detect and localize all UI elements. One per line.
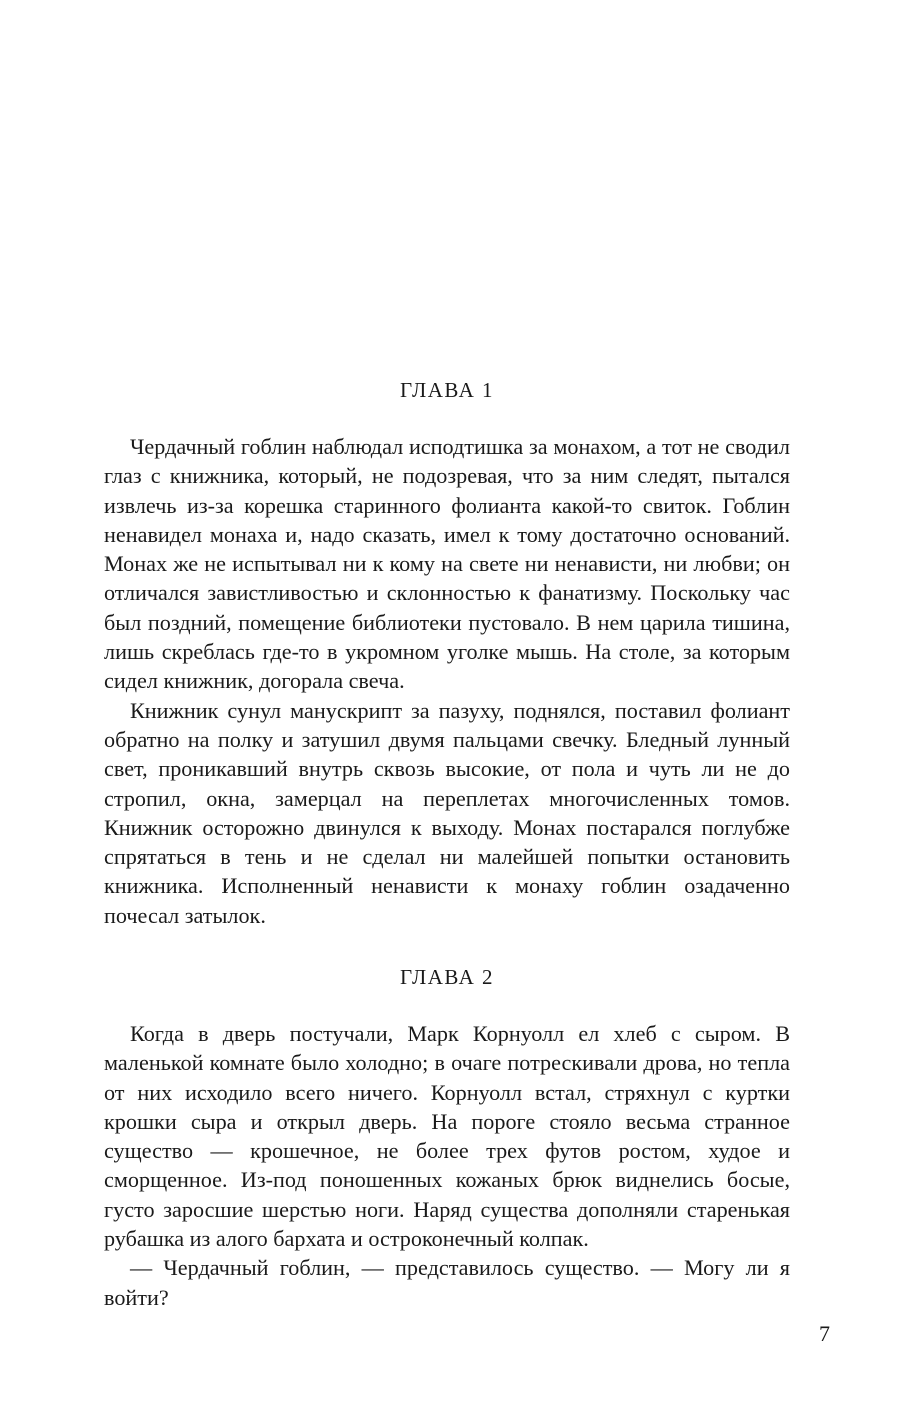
paragraph: Чердачный гоблин наблюдал исподтишка за монахом, а тот не сводил глаз с книжника, который, не подозревая, что за ним следят, пытался извлечь из-за корешка старинного фолианта какой-то свиток. Гоблин ненавидел монаха и, надо сказать, имел к тому достаточно оснований. Монах же не испытывал ни к кому на свете ни ненависти, ни любви; он отличался завистливостью и склонностью к фанатизму. Поскольку час был поздний, помещение библиотеки пустовало. В нем царила тишина, лишь скреблась где-то в укромном уголке мышь. На столе, за которым сидел книжник, догорала свеча.	[104, 434, 790, 694]
paragraph: — Чердачный гоблин, — представилось существо. — Могу ли я войти?	[104, 1255, 790, 1310]
chapter-title: ГЛАВА 1	[399, 378, 495, 402]
chapter-2	[104, 959, 790, 1312]
paragraph: Когда в дверь постучали, Марк Корнуолл ел хлеб с сыром. В маленькой комнате было холодно; в очаге потрескивали дрова, но тепла от них исходило всего ничего. Корнуолл встал, стряхнул с куртки крошки сыра и открыл дверь. На пороге стояло весьма странное существо — крошечное, не более трех футов ростом, худое и сморщенное. Из-под поношенных кожаных брюк виднелись босые, густо заросшие шерстью ноги. Наряд существа дополняли старенькая рубашка из алого бархата и остроконечный колпак.	[104, 1021, 790, 1252]
page-number: 7	[819, 1321, 830, 1346]
chapter-1	[104, 372, 790, 930]
paragraph: Книжник сунул манускрипт за пазуху, поднялся, поставил фолиант обратно на полку и затушил двумя пальцами свечку. Бледный лунный свет, проникавший внутрь сквозь высокие, от пола и чуть ли не до стропил, окна, замерцал на переплетах многочисленных томов. Книжник осторожно двинулся к выходу. Монах постарался поглубже спрятаться в тень и не сделал ни малейшей попытки остановить книжника. Исполненный ненависти к монаху гоблин озадаченно почесал затылок.	[104, 697, 790, 928]
chapter-title: ГЛАВА 2	[399, 965, 495, 989]
